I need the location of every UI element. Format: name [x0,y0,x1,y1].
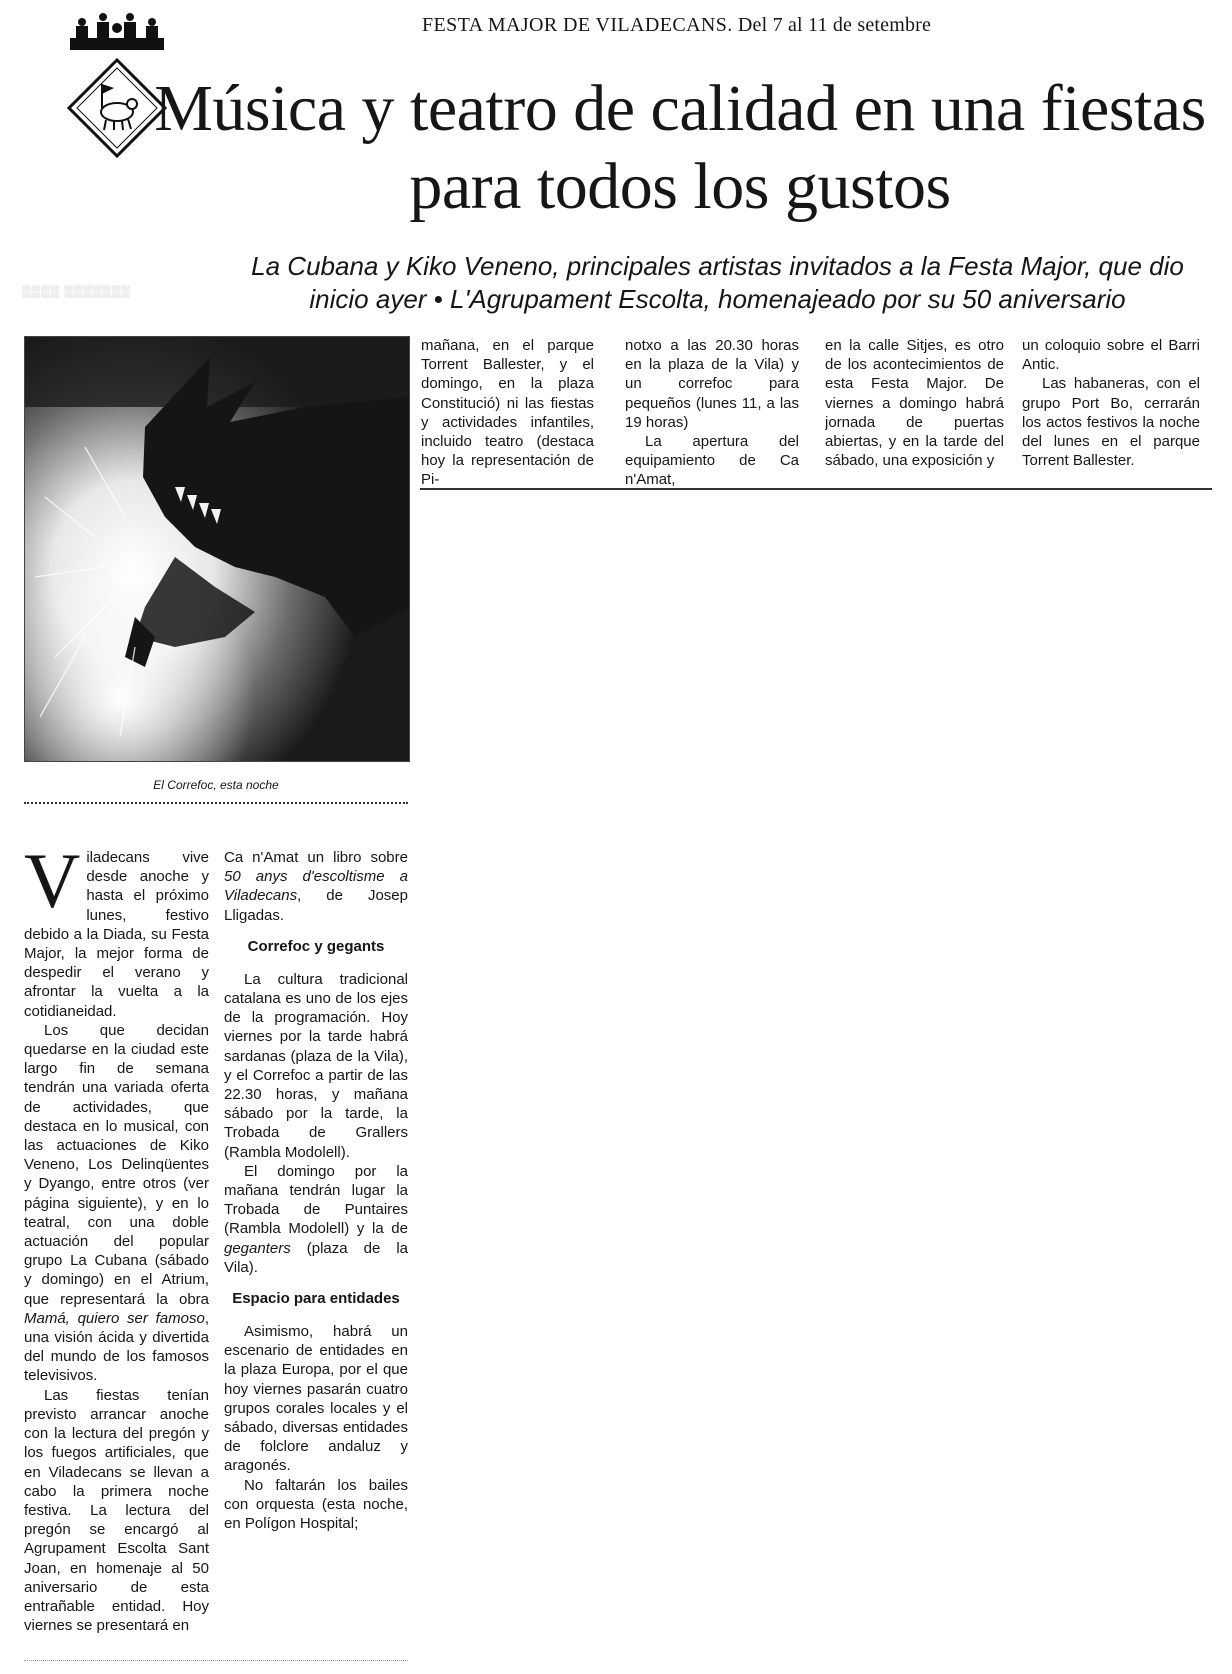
photo-caption: El Correfoc, esta noche [153,778,279,792]
top-column-3 [825,336,1004,470]
bottom-dotted-divider [24,1660,408,1661]
column-end-rule [420,488,1212,490]
section-header [422,14,931,37]
paragraph: en la calle Sitjes, es otro de los acontecimientos de esta Festa Major. De viernes a domingo habrá jornada de puertas abiertas, y en la tarde del sábado, una exposición y [825,337,1004,470]
paragraph: Ca n'Amat un libro sobre 50 anys d'escoltisme a Viladecans, de Josep Lligadas. [224,849,408,924]
paragraph: La apertura del equipamiento de Ca n'Amat, [625,433,799,489]
play-title: Mamá, quiero ser famoso [24,1309,205,1327]
top-column-1 [421,336,594,490]
book-title: 50 anys d'escoltisme a Viladecans [224,868,408,905]
section-dates: Del 7 al 11 de setembre [737,14,932,36]
lead-paragraph: Viladecans vive desde anoche y hasta el próximo lunes, festivo debido a la Diada, su Festa Major, la mejor forma de despedir el verano y afrontar la vuelta a la cotidianeidad. [24,848,209,1020]
section-name: FESTA MAJOR DE VILADECANS. [422,14,733,36]
bleed-through-text: ▒▒▒▒ ▒▒▒▒▒▒▒ [22,284,131,298]
paragraph: Asimismo, habrá un escenario de entidades en la plaza Europa, por el que hoy viernes pasarán cuatro grupos corales locales y el sábado, diversas entidades de folclore andaluz y aragonés. [224,1323,408,1475]
body-column-2 [224,848,408,1533]
subheading-correfoc: Correfoc y gegants [247,937,385,955]
correfoc-dragon-photo [24,336,410,762]
body-column-1 [24,848,209,1635]
drop-cap: V [24,848,81,924]
dotted-divider [24,802,408,804]
paragraph: mañana, en el parque Torrent Ballester, y el domingo, en la plaza Constitució) ni las fiestas y actividades infantiles, incluido teatro (destaca hoy la representación de Pi- [421,337,594,489]
headline: Música y teatro de calidad en una fiestas para todos los gustos [154,72,1206,223]
top-column-2 [625,336,799,490]
paragraph: La cultura tradicional catalana es uno de los ejes de la programación. Hoy viernes por la tarde habrá sardanas (plaza de la Vila), y el Correfoc a partir de las 22.30 horas, y mañana sábado por la tarde, la Trobada de Grallers (Rambla Modolell). [224,970,408,1161]
top-column-4 [1022,336,1200,470]
subheading-entidades: Espacio para entidades [232,1290,400,1308]
paragraph: Las fiestas tenían previsto arrancar anoche con la lectura del pregón y los fuegos artificiales, que en Viladecans se llevan a cabo la primera noche festiva. La lectura del pregón se encargó al Agrupament Escolta Sant Joan, en homenaje al 50 aniversario de esta entrañable entidad. Hoy viernes se presentará en [24,1386,209,1635]
deck-subtitle: La Cubana y Kiko Veneno, principales artistas invitados a la Festa Major, que dio inicio ayer • L'Agrupament Escolta, homenajeado por su 50 aniversario [251,251,1184,314]
paragraph: Las habaneras, con el grupo Port Bo, cerrarán los actos festivos la noche del lunes en el parque Torrent Ballester. [1022,375,1200,470]
paragraph: El domingo por la mañana tendrán lugar la Trobada de Puntaires (Rambla Modolell) y la de geganters (plaza de la Vila). [224,1162,408,1276]
paragraph: No faltarán los bailes con orquesta (esta noche, en Polígon Hospital; [224,1476,408,1533]
paragraph: Los que decidan quedarse en la ciudad este largo fin de semana tendrán una variada oferta de actividades, que destaca en lo musical, con las actuaciones de Kiko Veneno, Los Delinqüentes y Dyango, entre otros (ver página siguiente), y en lo teatral, con una doble actuación del popular grupo La Cubana (sábado y domingo) en el Atrium, que representará la obra Mamá, quiero ser famoso, una visión ácida y divertida del mundo de los famosos televisivos. [24,1021,209,1385]
paragraph: notxo a las 20.30 horas en la plaza de la Vila) y un correfoc para pequeños (lunes 11, a las 19 horas) [625,337,799,431]
paragraph: un coloquio sobre el Barri Antic. [1022,337,1200,374]
crown-icon [70,13,164,50]
